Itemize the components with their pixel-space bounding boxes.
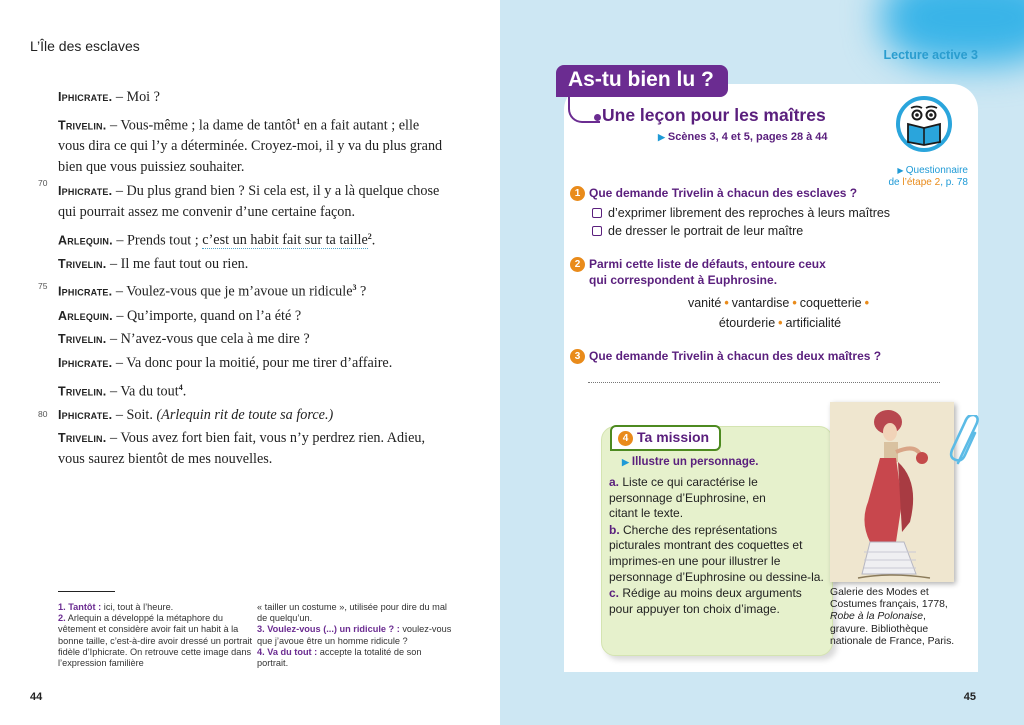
option-label: d’exprimer librement des reproches à leurs maîtres [608, 206, 891, 220]
dialogue-text-end: en a fait autant ; elle vous dira ce qui l’y a déterminée. Croyez-moi, il y va du plus grand bien que vous puissiez souhaiter. [58, 117, 443, 176]
questionnaire-label: Questionnaire [905, 165, 968, 176]
footnote-text: Arlequin a développé la métaphore du vêtement et considère avoir fait un habit à la bonne taille, c’est-à-dire avoir dressé un portrait fidèle d’Iphicrate. On retrouve cette image dans l’expression familière [58, 613, 253, 669]
answer-line[interactable] [588, 382, 940, 383]
item-label: b. [609, 522, 620, 537]
left-page [0, 0, 500, 725]
footnote [257, 624, 452, 646]
question-number: 2 [570, 257, 585, 272]
line-number: 75 [38, 281, 48, 292]
question-number: 4 [618, 431, 633, 446]
footnote [257, 647, 452, 669]
separator: • [792, 296, 797, 310]
play-line [38, 277, 448, 303]
item-text: Liste ce qui caractérise le personnage d’Euphrosine, en citant le texte. [609, 475, 766, 521]
dialogue-text: – Moi ? [112, 89, 160, 105]
question-text: Que demande Trivelin à chacun des esclaves ? [589, 186, 858, 200]
paperclip-icon [948, 415, 988, 476]
checkbox-icon[interactable] [592, 208, 602, 218]
dialogue-text: – Du plus grand bien ? Si cela est, il y a là quelque chose qui pourrait assez me convenir d’une certaine façon. [58, 182, 440, 220]
questionnaire-page: , p. 78 [940, 177, 968, 188]
separator: • [864, 296, 870, 310]
line-number: 70 [38, 177, 48, 188]
footnote [58, 602, 253, 613]
speaker-name: Trivelin. [58, 431, 107, 446]
engraving-image [830, 402, 954, 582]
footnote-key: 1. Tantôt : [58, 602, 102, 612]
question-1 [570, 186, 857, 201]
line-number: 80 [38, 408, 48, 419]
section-label: Lecture active 3 [883, 48, 978, 62]
speaker-name: Trivelin. [58, 332, 107, 347]
checkbox-icon[interactable] [592, 226, 602, 236]
dialogue-text: – Prends tout ; [112, 232, 203, 249]
dialogue-text-end: . [182, 383, 187, 400]
option-label: de dresser le portrait de leur maître [608, 224, 804, 238]
defect-item[interactable]: vantardise [731, 296, 790, 310]
speaker-name: Iphicrate. [58, 355, 113, 370]
speaker-name: Iphicrate. [58, 407, 113, 422]
question-2-line-2: qui correspondent à Euphrosine. [589, 273, 778, 287]
triangle-icon: ▶ [622, 457, 629, 467]
footnote-marker[interactable]: 2 [367, 231, 372, 241]
stage-direction: (Arlequin rit de toute sa force.) [156, 406, 334, 423]
play-line [58, 226, 448, 252]
reading-student-icon [896, 96, 952, 152]
question-text: Que demande Trivelin à chacun des deux maîtres ? [589, 349, 882, 363]
footnote-marker[interactable]: 4 [178, 382, 183, 392]
mission-subtitle-text: Illustre un personnage. [631, 456, 759, 468]
caption-italic: Robe à la Polonaise [830, 611, 924, 623]
caption-text: Galerie des Modes et Costumes français, 1778, [830, 587, 948, 611]
image-caption [830, 587, 960, 648]
dialogue-text: – Va du tout [106, 383, 179, 400]
footnote-rule [58, 591, 115, 592]
play-line [58, 353, 448, 374]
play-line [58, 254, 448, 275]
dialogue-text: – Il me faut tout ou rien. [106, 255, 249, 272]
footnote [257, 602, 452, 624]
question-number: 1 [570, 186, 585, 201]
play-line [58, 329, 448, 350]
footnote-text: accepte la totalité de son portrait. [257, 646, 422, 669]
triangle-icon: ▶ [658, 132, 665, 142]
play-line [58, 377, 448, 403]
question-3 [570, 349, 881, 364]
option-2[interactable] [592, 224, 803, 238]
footnotes-column-2 [257, 602, 452, 669]
speaker-name: Arlequin. [58, 233, 113, 248]
mission-title-text: Ta mission [637, 429, 710, 445]
speaker-name: Arlequin. [58, 308, 113, 323]
right-page [500, 0, 1024, 725]
scenes-ref [658, 131, 828, 143]
item-text: Cherche des représentations picturales montrant des coquettes et imprimes-en une pour illustrer le personnage d’Euphrosine ou dessine-la. [609, 522, 824, 584]
questionnaire-prefix: de [888, 177, 903, 188]
play-line [38, 111, 448, 188]
item-label: a. [609, 475, 620, 489]
footnote-text: « tailler un costume », utilisée pour dire du mal de quelqu’un. [257, 602, 447, 624]
dialogue-text: – Va donc pour la moitié, pour me tirer d’affaire. [112, 354, 393, 371]
dialogue-text: – Vous-même ; la dame de tantôt [106, 117, 297, 134]
dialogue-text-end: ? [356, 284, 367, 301]
dialogue-text: – N’avez-vous que cela à me dire ? [106, 331, 310, 348]
page-number-left: 44 [30, 691, 43, 703]
question-text: Parmi cette liste de défauts, entoure ceux [589, 257, 826, 271]
dialogue-text-end: . [371, 232, 376, 249]
mission-title [610, 425, 721, 451]
footnote-marker[interactable]: 3 [352, 283, 357, 293]
lesson-title: Une leçon pour les maîtres [602, 105, 826, 125]
mission-subtitle [622, 456, 758, 468]
option-1[interactable] [592, 206, 890, 220]
caption-text-2: , gravure. Bibliothèque nationale de France, Paris. [830, 611, 955, 647]
question-number: 3 [570, 349, 585, 364]
speaker-name: Iphicrate. [58, 90, 113, 104]
speaker-name: Iphicrate. [58, 183, 113, 198]
footnote-key: 3. Voulez-vous (...) un ridicule ? : [257, 624, 400, 635]
defect-item[interactable]: artificialité [785, 316, 842, 330]
defect-item[interactable]: coquetterie [799, 296, 862, 310]
footnote [58, 613, 253, 669]
play-line [58, 428, 448, 470]
dialogue-text: – Soit. [112, 406, 157, 423]
item-label: c. [609, 586, 620, 601]
dialogue-text: – Qu’importe, quand on l’a été ? [112, 307, 302, 324]
speaker-name: Iphicrate. [58, 285, 113, 300]
play-line [58, 87, 448, 108]
speaker-name: Trivelin. [58, 384, 107, 399]
item-text: Rédige au moins deux arguments pour appuyer ton choix d’image. [609, 586, 802, 616]
dialogue-text: – Voulez-vous que je m’avoue un ridicule [112, 284, 353, 301]
separator: • [778, 316, 783, 330]
speaker-name: Trivelin. [58, 118, 107, 133]
defects-row-2 [630, 316, 930, 330]
footnote-text: voulez-vous que j’avoue être un homme ridicule ? [257, 624, 452, 646]
play-line [38, 405, 448, 426]
footnote-text: ici, tout à l’heure. [101, 602, 174, 612]
scenes-text: Scènes 3, 4 et 5, pages 28 à 44 [667, 131, 828, 143]
mission-instructions [609, 475, 831, 618]
running-title: L’Île des esclaves [30, 38, 140, 54]
page-number-right: 45 [963, 691, 976, 703]
bullet-dot [594, 114, 601, 121]
play-line [58, 181, 448, 223]
defect-item[interactable]: vanité [687, 296, 722, 310]
question-2 [570, 257, 826, 272]
defect-item[interactable]: étourderie [718, 316, 776, 330]
play-excerpt [38, 87, 448, 473]
footnote-marker[interactable]: 1 [296, 116, 301, 126]
defects-row-1 [630, 296, 930, 310]
questionnaire-reference[interactable]: ▶ Questionnaire de l’étape 2, p. 78 [888, 165, 968, 188]
footnotes-column-1 [58, 602, 253, 669]
footnote-key: 4. Va du tout : [257, 646, 318, 657]
annotated-phrase: c’est un habit fait sur ta taille [202, 232, 368, 249]
badge-title: As-tu bien lu ? [556, 65, 728, 97]
play-line [58, 306, 448, 327]
separator: • [724, 296, 729, 310]
footnote-key: 2. [58, 613, 66, 624]
dialogue-text: – Vous avez fort bien fait, vous n’y perdrez rien. Adieu, vous saurez bientôt de mes nouvelles. [58, 430, 426, 468]
questionnaire-step: l’étape 2 [902, 177, 941, 188]
speaker-name: Trivelin. [58, 256, 107, 271]
